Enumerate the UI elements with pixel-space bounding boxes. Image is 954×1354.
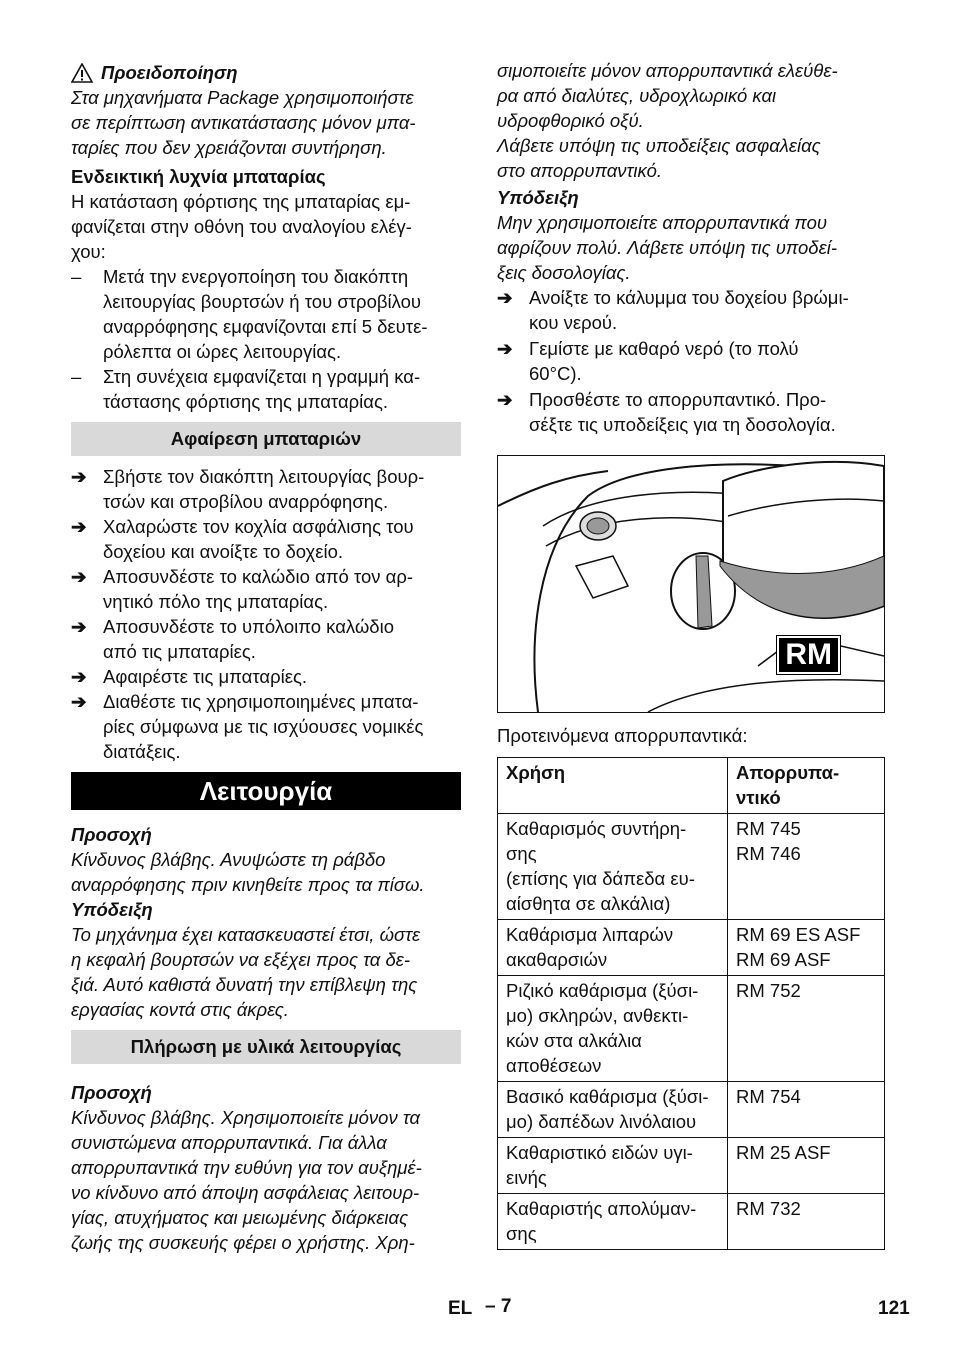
text-line: Μην χρησιμοποιείτε απορρυπαντικά που	[497, 212, 828, 233]
list-item	[497, 285, 887, 335]
text-line: Προσθέστε το απορρυπαντικό. Προ-	[529, 389, 827, 410]
text-line: εινής	[506, 1167, 547, 1188]
caution-heading: Προσοχή	[71, 824, 152, 845]
text-line: εργασίας κοντά στις άκρες.	[71, 999, 289, 1020]
text-line: χου:	[71, 241, 106, 262]
list-item	[71, 464, 461, 514]
note-heading: Υπόδειξη	[497, 187, 579, 208]
arrow-bullet-icon: ➔	[497, 389, 513, 410]
text-line: Στα μηχανήματα Package χρησιμοποιήστε	[71, 87, 414, 108]
note-text	[71, 922, 461, 1022]
indicator-heading: Ενδεικτική λυχνία μπαταρίας	[71, 166, 326, 187]
text-line: σέξτε τις υποδείξεις για τη δοσολογία.	[529, 414, 836, 435]
text-line: αναρρόφησης εμφανίζονται επί 5 δευτε-	[103, 316, 428, 337]
text-line: Βασικό καθάρισμα (ξύσι-	[506, 1086, 709, 1107]
table-cell	[498, 1082, 728, 1138]
text-line: διατάξεις.	[103, 741, 181, 762]
text-line: ντικό	[736, 787, 781, 808]
recommended-detergents-label: Προτεινόμενα απορρυπαντικά:	[497, 725, 748, 746]
text-line: Γεμίστε με καθαρό νερό (το πολύ	[529, 338, 799, 359]
text-line: RM 752	[736, 980, 801, 1001]
table-row	[498, 1194, 885, 1250]
text-line: RM 732	[736, 1198, 801, 1219]
text-line: ξιά. Αυτό καθιστά δυνατή την επίβλεψη της	[71, 974, 418, 995]
table-cell	[728, 976, 885, 1082]
text-line: ρόλεπτα οι ώρες λειτουργίας.	[103, 341, 342, 362]
text-line: νο κίνδυνο από άποψη ασφάλειας λειτουρ-	[71, 1182, 420, 1203]
left-column	[71, 60, 461, 1255]
text-line: αποθέσεων	[506, 1055, 602, 1076]
text-line: (επίσης για δάπεδα ευ-	[506, 868, 695, 889]
footer-local-page: – 7	[485, 1296, 512, 1317]
warning-text	[71, 85, 461, 160]
text-line: RM 69 ASF	[736, 949, 831, 970]
text-line: μο) σκληρών, ανθεκτι-	[506, 1005, 689, 1026]
text-line: ταρίες που δεν χρειάζονται συντήρηση.	[71, 137, 387, 158]
text-line: ρα από διαλύτες, υδροχλωρικό και	[497, 85, 777, 106]
text-line: Χαλαρώστε τον κοχλία ασφάλισης του	[103, 516, 414, 537]
table-cell	[728, 1194, 885, 1250]
arrow-bullet-icon: ➔	[71, 616, 87, 637]
table-header-cell	[498, 758, 728, 814]
detergent-table	[497, 757, 885, 1250]
list-item	[71, 364, 461, 414]
text-line: λειτουργίας βουρτσών ή του στροβίλου	[103, 291, 421, 312]
text-line: Λάβετε υπόψη τις υποδείξεις ασφαλείας	[497, 135, 821, 156]
text-line: αφρίζουν πολύ. Λάβετε υπόψη τις υποδεί-	[497, 237, 837, 258]
table-cell	[498, 976, 728, 1082]
text-line: φανίζεται στην οθόνη του αναλογίου ελέγ-	[71, 216, 412, 237]
text-line: κου νερού.	[529, 312, 618, 333]
text-line: Η κατάσταση φόρτισης της μπαταρίας εμ-	[71, 191, 411, 212]
text-line: δοχείου και ανοίξτε το δοχείο.	[103, 541, 344, 562]
text-line: 60°C).	[529, 363, 582, 384]
text-line: Αποσυνδέστε το υπόλοιπο καλώδιο	[103, 616, 394, 637]
table-row	[498, 814, 885, 920]
arrow-bullet-icon: ➔	[71, 516, 87, 537]
text-line: Ανοίξτε το κάλυμμα του δοχείου βρώμι-	[529, 287, 849, 308]
text-line: RM 746	[736, 843, 801, 864]
warning-title: Προειδοποίηση	[101, 62, 238, 83]
arrow-bullet-icon: ➔	[497, 287, 513, 308]
text-line: Κίνδυνος βλάβης. Ανυψώστε τη ράβδο	[71, 849, 386, 870]
warning-heading	[71, 60, 461, 85]
table-header-cell	[728, 758, 885, 814]
text-line: Αποσυνδέστε το καλώδιο από τον αρ-	[103, 566, 414, 587]
text-line: νητικό πόλο της μπαταρίας.	[103, 591, 329, 612]
text-line: RM 754	[736, 1086, 801, 1107]
caution-heading: Προσοχή	[71, 1082, 152, 1103]
list-item	[71, 664, 461, 689]
text-line: ακαθαρσιών	[506, 949, 608, 970]
caution-text	[71, 1105, 461, 1255]
text-line: συνιστώμενα απορρυπαντικά. Για άλλα	[71, 1132, 387, 1153]
text-line: RM 25 ASF	[736, 1142, 831, 1163]
list-item	[71, 264, 461, 364]
table-row	[498, 1082, 885, 1138]
text-line: Καθάρισμα λιπαρών	[506, 924, 674, 945]
caution-text-continued	[497, 58, 887, 183]
text-line: σης	[506, 843, 537, 864]
table-cell	[728, 1082, 885, 1138]
list-item	[497, 336, 887, 386]
text-line: ζωής της συσκευής φέρει ο χρήστης. Χρη-	[71, 1232, 415, 1253]
text-line: Καθαρισμός συντήρη-	[506, 818, 687, 839]
table-row	[498, 976, 885, 1082]
text-line: σιμοποιείτε μόνον απορρυπαντικά ελεύθε-	[497, 60, 838, 81]
text-line: RM 69 ES ASF	[736, 924, 861, 945]
list-item	[497, 387, 887, 437]
table-cell	[728, 920, 885, 976]
note-heading: Υπόδειξη	[71, 899, 153, 920]
text-line: Χρήση	[506, 762, 566, 783]
text-line: ρίες σύμφωνα με τις ισχύουσες νομικές	[103, 716, 424, 737]
table-cell	[728, 1138, 885, 1194]
section-heading-battery-removal: Αφαίρεση μπαταριών	[71, 422, 461, 456]
arrow-bullet-icon: ➔	[71, 666, 87, 687]
text-line: κών στα αλκάλια	[506, 1030, 642, 1051]
table-cell	[498, 1138, 728, 1194]
text-line: Καθαριστικό ειδών υγι-	[506, 1142, 693, 1163]
text-line: σης	[506, 1223, 537, 1244]
section-heading-operation: Λειτουργία	[71, 772, 461, 810]
text-line: Καθαριστής απολύμαν-	[506, 1198, 697, 1219]
list-item	[71, 564, 461, 614]
dash-bullet: –	[71, 366, 82, 387]
text-line: αναρρόφησης πριν κινηθείτε προς τα πίσω.	[71, 874, 425, 895]
dash-bullet: –	[71, 266, 82, 287]
text-line: μο) δαπέδων λινόλαιου	[506, 1111, 697, 1132]
text-line: Αφαιρέστε τις μπαταρίες.	[103, 666, 308, 687]
table-row	[498, 920, 885, 976]
text-line: απορρυπαντικά την ευθύνη για τον αυξημέ-	[71, 1157, 422, 1178]
table-cell	[728, 814, 885, 920]
list-item	[71, 614, 461, 664]
footer-language: EL	[448, 1298, 473, 1319]
arrow-bullet-icon: ➔	[71, 566, 87, 587]
rm-label: RM	[777, 636, 840, 674]
text-line: τσών και στροβίλου αναρρόφησης.	[103, 491, 389, 512]
text-line: RM 745	[736, 818, 801, 839]
text-line: ξεις δοσολογίας.	[497, 262, 631, 283]
section-heading-filling: Πλήρωση με υλικά λειτουργίας	[71, 1030, 461, 1064]
text-line: Απορρυπα-	[736, 762, 840, 783]
text-line: γίας, ατυχήματος και μειωμένης διάρκειας	[71, 1207, 409, 1228]
text-line: στο απορρυπαντικό.	[497, 160, 662, 181]
arrow-bullet-icon: ➔	[71, 466, 87, 487]
table-cell	[498, 814, 728, 920]
text-line: Μετά την ενεργοποίηση του διακόπτη	[103, 266, 409, 287]
text-line: τάστασης φόρτισης της μπαταρίας.	[103, 391, 389, 412]
table-row	[498, 1138, 885, 1194]
text-line: Το μηχάνημα έχει κατασκευαστεί έτσι, ώστε	[71, 924, 421, 945]
table-cell	[498, 920, 728, 976]
detergent-filling-illustration	[497, 455, 885, 713]
arrow-bullet-icon: ➔	[71, 691, 87, 712]
text-line: υδροφθορικό οξύ.	[497, 110, 644, 131]
text-line: Στη συνέχεια εμφανίζεται η γραμμή κα-	[103, 366, 421, 387]
text-line: Διαθέστε τις χρησιμοποιημένες μπατα-	[103, 691, 419, 712]
arrow-bullet-icon: ➔	[497, 338, 513, 359]
text-line: η κεφαλή βουρτσών να εξέχει προς τα δε-	[71, 949, 411, 970]
indicator-text	[71, 189, 461, 264]
text-line: αίσθητα σε αλκάλια)	[506, 893, 671, 914]
text-line: Κίνδυνος βλάβης. Χρησιμοποιείτε μόνον τα	[71, 1107, 421, 1128]
table-cell	[498, 1194, 728, 1250]
text-line: Ριζικό καθάρισμα (ξύσι-	[506, 980, 699, 1001]
text-line: Σβήστε τον διακόπτη λειτουργίας βουρ-	[103, 466, 425, 487]
table-header-row	[498, 758, 885, 814]
list-item	[71, 689, 461, 764]
warning-triangle-icon	[71, 63, 93, 83]
caution-text	[71, 847, 461, 897]
right-column	[497, 58, 887, 1250]
text-line: σε περίπτωση αντικατάστασης μόνον μπα-	[71, 112, 416, 133]
footer-page-number: 121	[878, 1298, 910, 1319]
text-line: από τις μπαταρίες.	[103, 641, 256, 662]
note-text	[497, 210, 887, 285]
list-item	[71, 514, 461, 564]
